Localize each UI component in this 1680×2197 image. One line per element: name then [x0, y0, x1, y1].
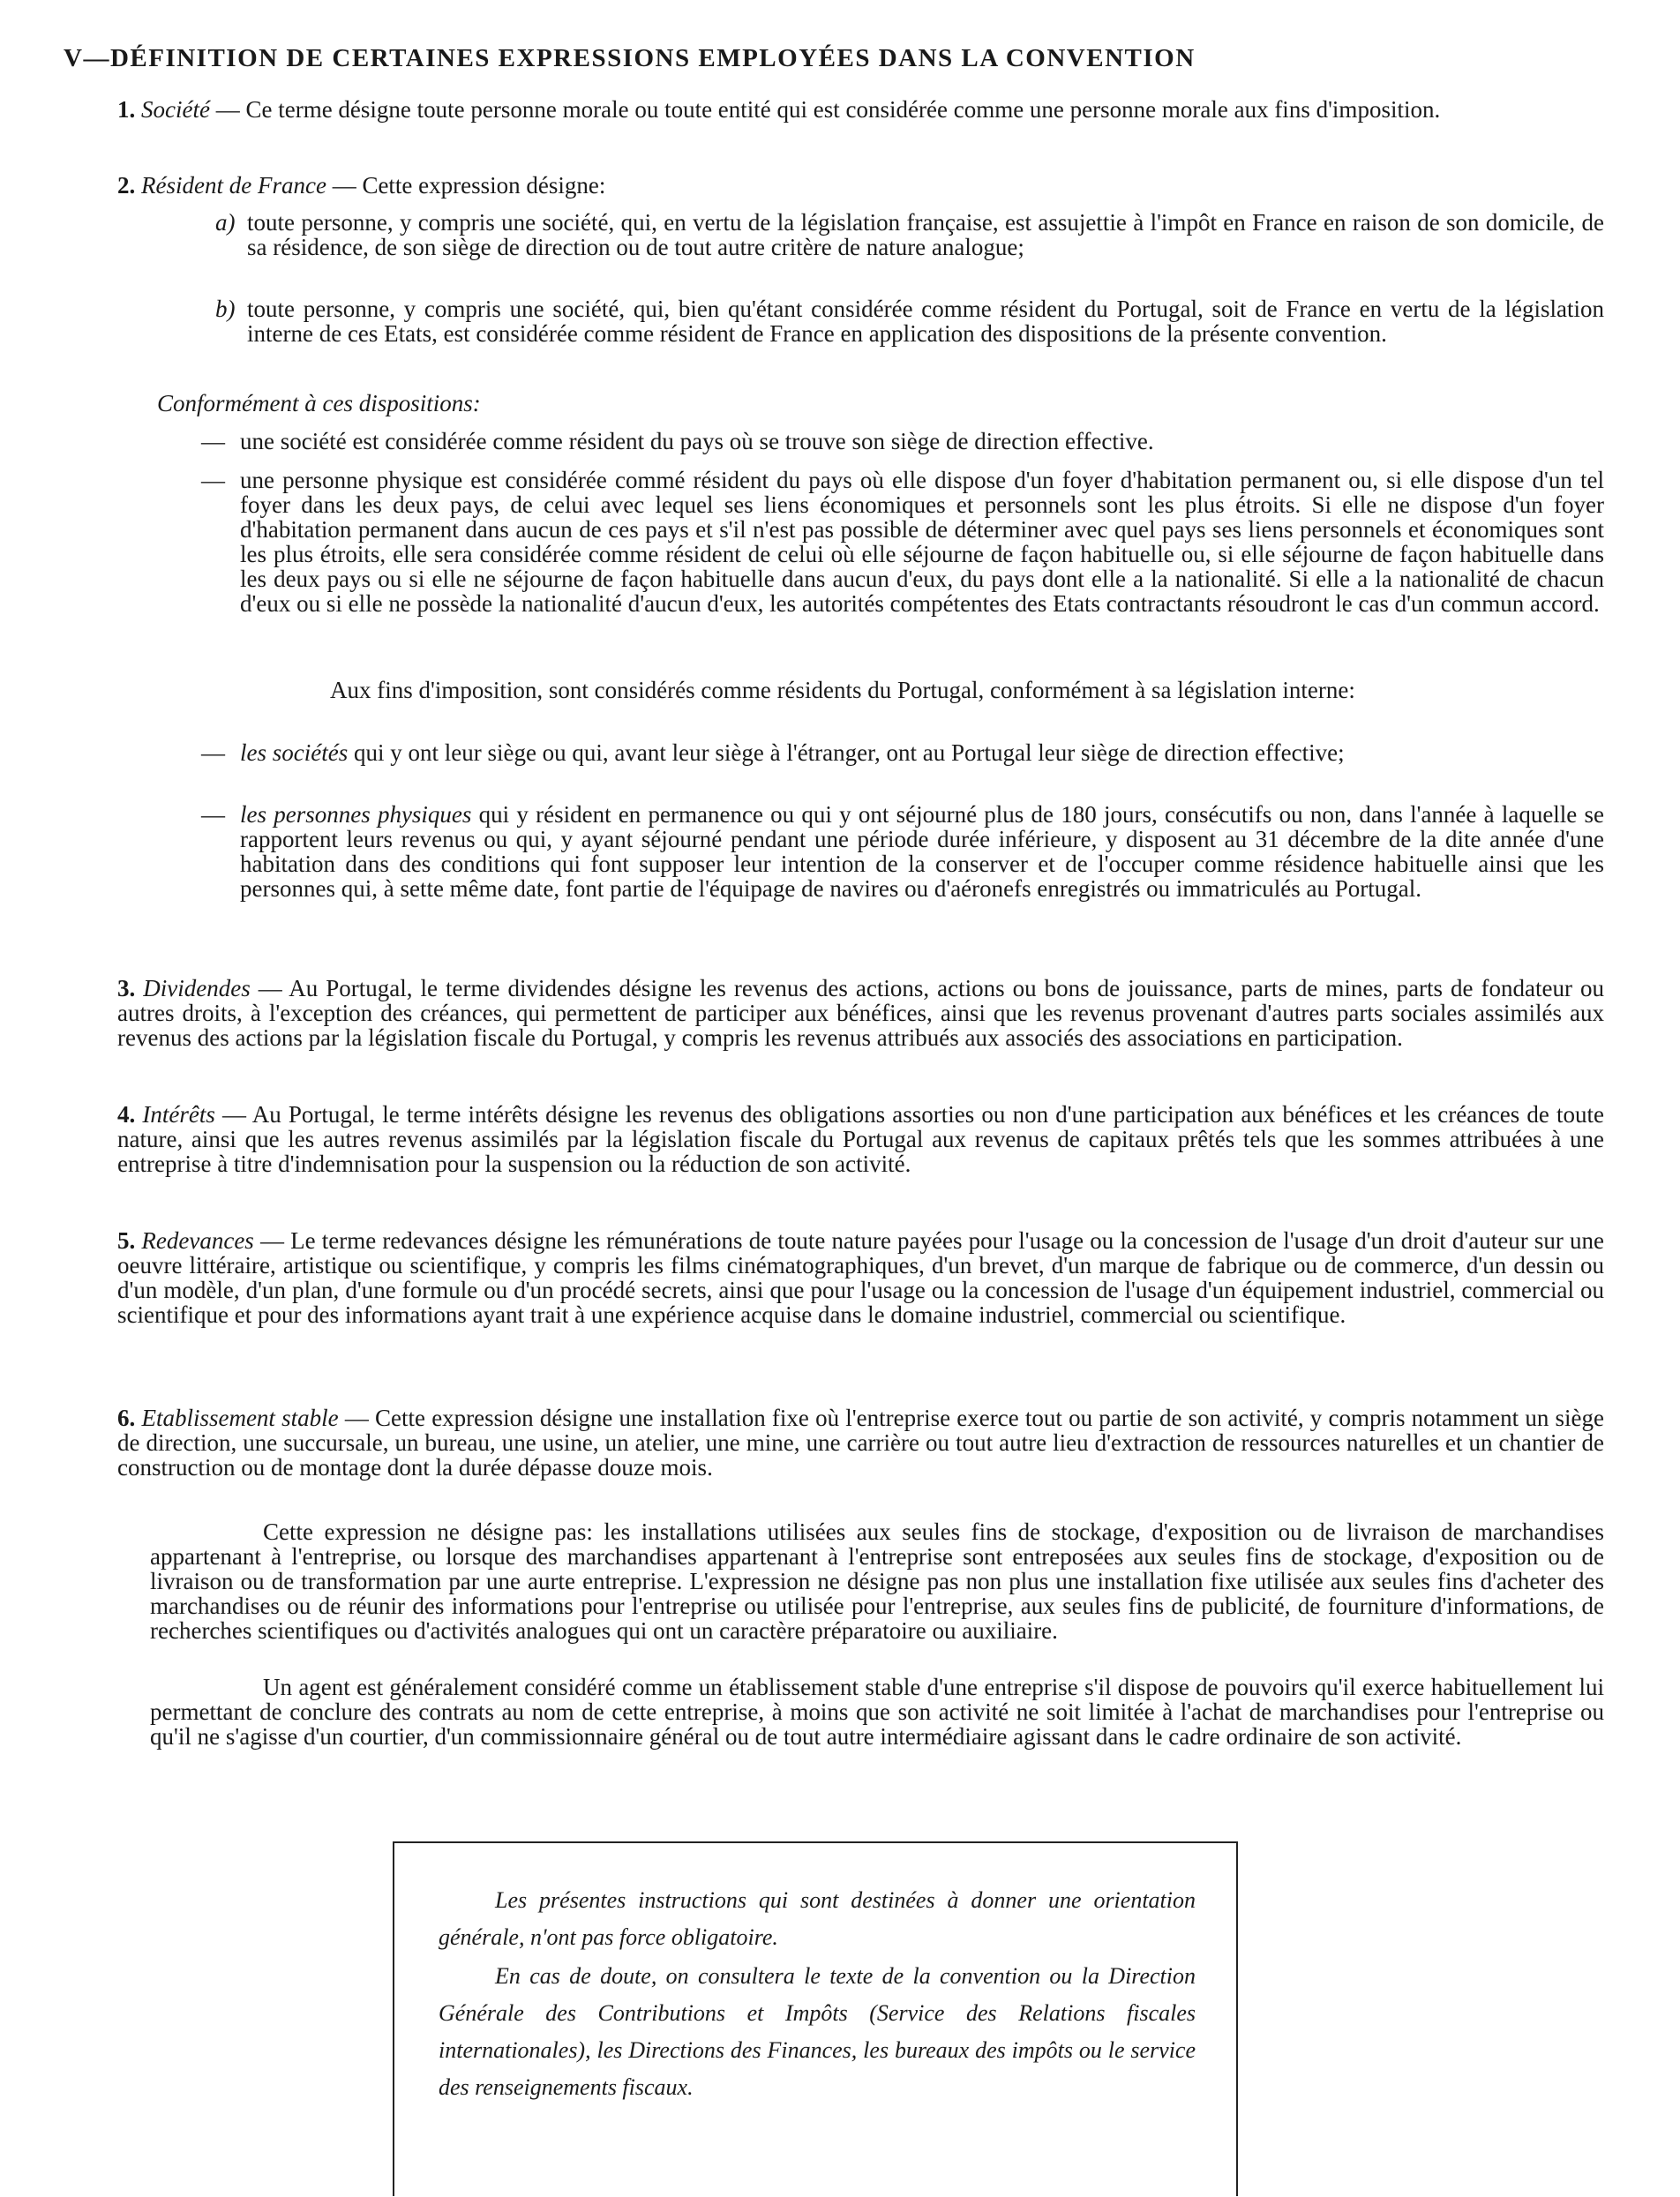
notice-box	[393, 1841, 1238, 2196]
conformement-heading: Conformément à ces dispositions:	[157, 390, 481, 416]
dash-text: une personne physique est considérée commé résident du pays où elle dispose d'un foyer d'habitation permanent ou, si elle dispose d'un tel foyer dans les deux pays, de celui avec lequel ses liens économiques et personnels sont les plus étroits. Si elle ne dispose d'un foyer d'habitation permanent dans aucun de ces pays et s'il n'est pas possible de déterminer avec quel pays ses liens personnels et économiques sont les plus étroits, elle sera considérée comme résident de celui où elle séjourne de façon habituelle ou, si elle séjourne de façon habituelle dans les deux pays ou si elle ne séjourne de façon habituelle dans aucun d'eux, du pays dont elle a la nationalité. Si elle a la nationalité de chacun d'eux ou si elle ne possède la nationalité d'aucun d'eux, les autorités compétentes des Etats contractants résoudront le cas d'un commun accord.	[240, 467, 1604, 617]
notice-paragraph-1: Les présentes instructions qui sont destinées à donner une orientation générale, n'ont pas force obligatoire.	[439, 1887, 1196, 1950]
dash-item-personne	[201, 467, 1604, 617]
item-term: Redevances	[141, 1227, 254, 1254]
etablissement-para-2: Cette expression ne désigne pas: les installations utilisées aux seules fins de stockage, d'exposition ou de livraison de marchandises appartenant à l'entreprise, ou lorsque des marchandises appartenant à l'entreprise sont entreposées aux seules fins de stockage, d'exposition ou de livraison ou de transformation par une aurte entreprise. L'expression ne désigne pas non plus une installation fixe utilisée aux seules fins d'acheter des marchandises ou de réunir des informations pour l'entreprise ou utilisée pour l'entreprise, aux seules fins de publicité, de fourniture d'informations, de recherches scientifiques ou d'activités analogues qui ont un caractère préparatoire ou auxiliaire.	[150, 1518, 1604, 1644]
dash-text: qui y résident en permanence ou qui y ont séjourné plus de 180 jours, consécutifs ou non, dans l'année à laquelle se rapportent leurs revenus ou qui, y ayant séjourné pendant une période durée inférieure, y disposent au 31 décembre de la dite année d'une habitation dans des conditions qui font supposer leur intention de la conserver et de l'occuper comme résidence habituelle ainsi que les personnes qui, à sette même date, font partie de l'équipage de navires ou d'aéronefs enregistrés ou immatriculés au Portugal.	[240, 801, 1605, 902]
item-number: 6.	[117, 1405, 136, 1431]
subitem-text: toute personne, y compris une société, qui, en vertu de la législation française, est assujettie à l'impôt en France en raison de son domicile, de sa résidence, de son siège de direction ou de tout autre critère de nature analogue;	[247, 209, 1604, 260]
item-resident	[117, 173, 1604, 198]
dash-item-personnes-pt	[201, 801, 1605, 902]
item-term: Dividendes	[143, 975, 251, 1001]
dash-marker: —	[201, 467, 225, 493]
item-text: — Cette expression désigne:	[326, 172, 606, 199]
portugal-intro: Aux fins d'imposition, sont considérés comme résidents du Portugal, conformément à sa législation interne:	[330, 677, 1355, 703]
item-term: Société	[141, 96, 210, 123]
dash-text: une société est considérée comme résident du pays où se trouve son siège de direction effective.	[240, 428, 1154, 454]
dash-term: les personnes physiques	[240, 801, 472, 828]
item-number: 1.	[117, 96, 136, 123]
subitem-marker: b)	[215, 296, 236, 322]
etablissement-para-3: Un agent est généralement considéré comme un établissement stable d'une entreprise s'il dispose de pouvoirs qu'il exerce habituellement lui permettant de conclure des contrats au nom de cette entreprise, à moins que son activité ne soit limitée à l'achat de marchandises pour l'entreprise ou qu'il ne s'agisse d'un courtier, d'un commissionnaire général ou de tout autre intermédiaire agissant dans le cadre ordinaire de son activité.	[150, 1674, 1604, 1750]
item-number: 3.	[117, 975, 136, 1001]
item-societe	[117, 97, 1604, 122]
item-dividendes	[117, 976, 1604, 1050]
dash-marker: —	[201, 801, 225, 828]
dash-term: les sociétés	[240, 739, 349, 766]
subitem-a	[215, 209, 1604, 260]
item-term: Résident de France	[141, 172, 326, 199]
dash-marker: —	[201, 428, 225, 454]
item-etablissement	[117, 1406, 1604, 1480]
dash-marker: —	[201, 739, 225, 766]
dash-text: qui y ont leur siège ou qui, avant leur siège à l'étranger, ont au Portugal leur siège de direction effective;	[348, 739, 1345, 766]
item-number: 4.	[117, 1101, 136, 1128]
section-title: V—DÉFINITION DE CERTAINES EXPRESSIONS EMPLOYÉES DANS LA CONVENTION	[64, 44, 1196, 72]
item-text: — Au Portugal, le terme intérêts désigne les revenus des obligations assorties ou non d'une participation aux bénéfices et les créances de toute nature, ainsi que les autres revenus assimilés par la législation fiscale du Portugal aux revenus de capitaux prêtés tels que les sommes attribuées à une entreprise à titre d'indemnisation pour la suspension ou la réduction de son activité.	[117, 1101, 1604, 1177]
item-number: 5.	[117, 1227, 136, 1254]
item-text: — Cette expression désigne une installation fixe où l'entreprise exerce tout ou partie de son activité, y compris notamment un siège de direction, une succursale, un bureau, une usine, un atelier, une mine, une carrière ou tout autre lieu d'extraction de ressources naturelles et un chantier de construction ou de montage dont la durée dépasse douze mois.	[117, 1405, 1604, 1481]
dash-item-societes-pt	[201, 739, 1604, 766]
item-interets	[117, 1102, 1604, 1176]
item-text: — Le terme redevances désigne les rémunérations de toute nature payées pour l'usage ou la concession de l'usage d'un droit d'auteur sur une oeuvre littéraire, artistique ou scientifique, y compris les films cinématographiques, d'un brevet, d'un marque de fabrique ou de commerce, d'un dessin ou d'un modèle, d'un plan, d'une formule ou d'un procédé secrets, ainsi que pour l'usage ou la concession de l'usage d'un équipement industriel, commercial ou scientifique et pour des informations ayant trait à une expérience acquise dans le domaine industriel, commercial ou scientifique.	[117, 1227, 1604, 1328]
dash-item-societe	[201, 428, 1604, 454]
subitem-marker: a)	[215, 209, 236, 236]
subitem-b	[215, 296, 1604, 347]
item-number: 2.	[117, 172, 136, 199]
item-redevances	[117, 1228, 1604, 1327]
notice-paragraph-2: En cas de doute, on consultera le texte de la convention ou la Direction Générale des Contributions et Impôts (Service des Relations fiscales internationales), les Directions des Finances, les bureaux des impôts ou le service des renseignements fiscaux.	[439, 1963, 1196, 2100]
item-text: — Au Portugal, le terme dividendes désigne les revenus des actions, actions ou bons de jouissance, parts de mines, parts de fondateur ou autres droits, à l'exception des créances, qui permettent de participer aux bénéfices, ainsi que les revenus provenant d'autres parts sociales assimilés aux revenus des actions par la législation fiscale du Portugal, y compris les revenus attribués aux associés des associations en participation.	[117, 975, 1605, 1051]
subitem-text: toute personne, y compris une société, qui, bien qu'étant considérée comme résident du Portugal, soit de France en vertu de la législation interne de ces Etats, est considérée comme résident de France en application des dispositions de la présente convention.	[247, 296, 1604, 347]
item-text: — Ce terme désigne toute personne morale ou toute entité qui est considérée comme une personne morale aux fins d'imposition.	[209, 96, 1441, 123]
item-term: Etablissement stable	[141, 1405, 339, 1431]
item-term: Intérêts	[142, 1101, 215, 1128]
